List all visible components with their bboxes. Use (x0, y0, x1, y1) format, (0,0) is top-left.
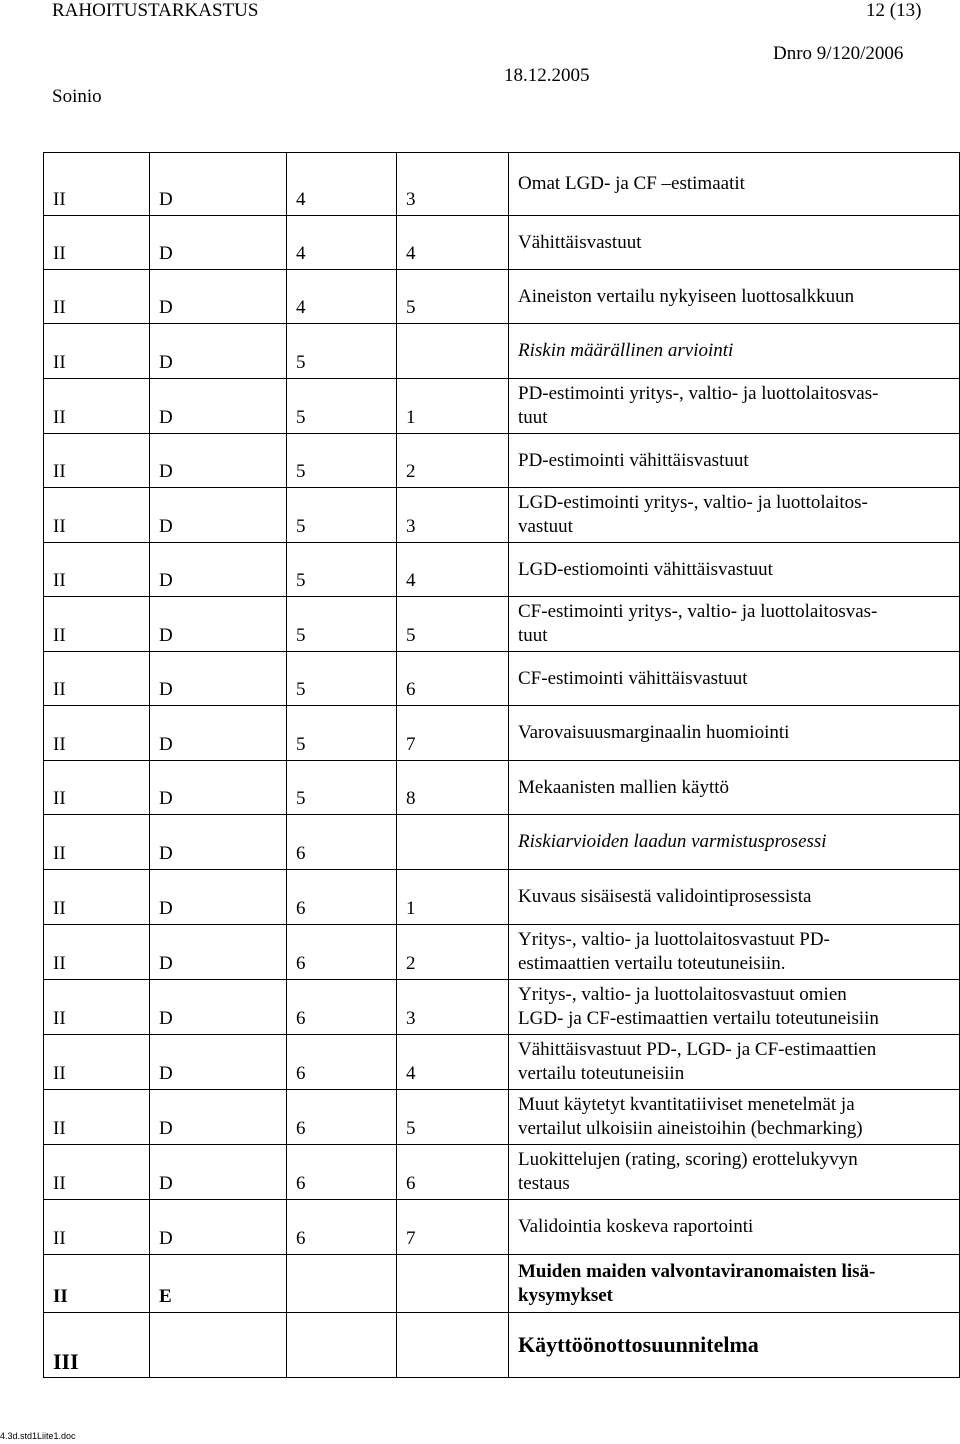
row-code-c3: 5 (287, 434, 397, 488)
row-code-c2: D (150, 1145, 287, 1200)
table-row (44, 1313, 960, 1378)
row-description: Kuvaus sisäisestä validointiprosessista (509, 870, 960, 925)
table-row (44, 761, 960, 815)
row-code-c4: 4 (397, 216, 509, 270)
row-code-c1: II (44, 153, 150, 216)
row-description: PD-estimointi yritys-, valtio- ja luottolaitosvas- tuut (509, 379, 960, 434)
row-code-c1: II (44, 1090, 150, 1145)
table-row (44, 1200, 960, 1255)
row-code-c3: 6 (287, 1035, 397, 1090)
row-code-c2: D (150, 815, 287, 870)
row-code-c2: D (150, 870, 287, 925)
row-description: Vähittäisvastuut (509, 216, 960, 270)
row-code-c1: II (44, 925, 150, 980)
row-code-c3: 5 (287, 488, 397, 543)
row-code-c3: 6 (287, 980, 397, 1035)
row-code-c4: 4 (397, 543, 509, 597)
row-code-c4: 7 (397, 706, 509, 761)
row-description: Validointia koskeva raportointi (509, 1200, 960, 1255)
row-code-c4: 6 (397, 1145, 509, 1200)
row-code-c4: 5 (397, 1090, 509, 1145)
row-code-c2: D (150, 925, 287, 980)
footer-filename: 4.3d.std1Liite1.doc (0, 1431, 76, 1441)
row-description: Riskiarvioiden laadun varmistusprosessi (509, 815, 960, 870)
table-row (44, 1035, 960, 1090)
table-row (44, 1145, 960, 1200)
row-description: Yritys-, valtio- ja luottolaitosvastuut omien LGD- ja CF-estimaattien vertailu toteutuneisiin (509, 980, 960, 1035)
row-code-c2: D (150, 706, 287, 761)
row-code-c4: 2 (397, 434, 509, 488)
row-code-c3: 4 (287, 270, 397, 324)
row-code-c1: II (44, 216, 150, 270)
row-code-c2: D (150, 980, 287, 1035)
row-code-c2: D (150, 324, 287, 379)
table-row (44, 434, 960, 488)
row-description: Luokittelujen (rating, scoring) erottelukyvyn testaus (509, 1145, 960, 1200)
table-row (44, 324, 960, 379)
table-row (44, 543, 960, 597)
row-code-c2: D (150, 153, 287, 216)
row-code-c3: 5 (287, 543, 397, 597)
row-code-c4: 4 (397, 1035, 509, 1090)
row-code-c1: II (44, 434, 150, 488)
row-code-c2: D (150, 761, 287, 815)
row-description: Muiden maiden valvontaviranomaisten lisä- kysymykset (509, 1255, 960, 1313)
row-code-c1: II (44, 379, 150, 434)
row-code-c2: D (150, 270, 287, 324)
row-code-c3: 5 (287, 761, 397, 815)
table-row (44, 706, 960, 761)
row-code-c3: 4 (287, 216, 397, 270)
row-code-c1: II (44, 270, 150, 324)
table-row (44, 379, 960, 434)
row-description: Varovaisuusmarginaalin huomiointi (509, 706, 960, 761)
row-code-c3 (287, 1313, 397, 1378)
row-code-c1: II (44, 1200, 150, 1255)
row-code-c1: III (44, 1313, 150, 1378)
row-code-c2: D (150, 216, 287, 270)
header-author: Soinio (52, 86, 102, 107)
row-code-c1: II (44, 1255, 150, 1313)
row-code-c2: D (150, 1035, 287, 1090)
row-code-c3: 6 (287, 925, 397, 980)
row-code-c4: 1 (397, 870, 509, 925)
row-code-c4: 6 (397, 652, 509, 706)
row-code-c1: II (44, 1035, 150, 1090)
row-description: LGD-estiomointi vähittäisvastuut (509, 543, 960, 597)
row-description: Käyttöönottosuunnitelma (509, 1313, 960, 1378)
row-code-c1: II (44, 815, 150, 870)
row-code-c2: D (150, 652, 287, 706)
row-code-c3: 6 (287, 1090, 397, 1145)
row-description: PD-estimointi vähittäisvastuut (509, 434, 960, 488)
row-description: Aineiston vertailu nykyiseen luottosalkkuun (509, 270, 960, 324)
row-code-c3: 6 (287, 1200, 397, 1255)
row-code-c3: 6 (287, 870, 397, 925)
row-code-c4: 7 (397, 1200, 509, 1255)
header-page-number: 12 (13) (866, 0, 922, 21)
row-description: CF-estimointi vähittäisvastuut (509, 652, 960, 706)
row-code-c4 (397, 1255, 509, 1313)
row-code-c1: II (44, 543, 150, 597)
row-code-c4 (397, 1313, 509, 1378)
table-row (44, 153, 960, 216)
row-code-c3: 5 (287, 652, 397, 706)
row-code-c2: D (150, 1090, 287, 1145)
row-code-c4: 3 (397, 153, 509, 216)
table-row (44, 216, 960, 270)
row-description: Mekaanisten mallien käyttö (509, 761, 960, 815)
table-row (44, 870, 960, 925)
row-code-c3: 5 (287, 597, 397, 652)
row-code-c1: II (44, 706, 150, 761)
header-dnro: Dnro 9/120/2006 (773, 43, 904, 64)
row-code-c4: 8 (397, 761, 509, 815)
row-code-c1: II (44, 324, 150, 379)
row-code-c4: 1 (397, 379, 509, 434)
row-code-c4: 3 (397, 488, 509, 543)
row-code-c1: II (44, 870, 150, 925)
table-row (44, 815, 960, 870)
row-code-c2: D (150, 488, 287, 543)
table-row (44, 488, 960, 543)
row-code-c1: II (44, 597, 150, 652)
row-code-c2: E (150, 1255, 287, 1313)
row-code-c2: D (150, 1200, 287, 1255)
row-code-c3: 5 (287, 379, 397, 434)
table-row (44, 1090, 960, 1145)
table-row (44, 925, 960, 980)
row-code-c3 (287, 1255, 397, 1313)
row-code-c1: II (44, 488, 150, 543)
row-code-c3: 6 (287, 815, 397, 870)
row-code-c4: 3 (397, 980, 509, 1035)
table-row (44, 652, 960, 706)
row-code-c2: D (150, 597, 287, 652)
row-code-c3: 4 (287, 153, 397, 216)
row-code-c1: II (44, 761, 150, 815)
row-code-c4: 5 (397, 270, 509, 324)
header-org: RAHOITUSTARKASTUS (52, 0, 259, 21)
row-code-c3: 6 (287, 1145, 397, 1200)
row-code-c4: 5 (397, 597, 509, 652)
row-code-c3: 5 (287, 324, 397, 379)
row-description: LGD-estimointi yritys-, valtio- ja luottolaitos- vastuut (509, 488, 960, 543)
row-code-c2: D (150, 379, 287, 434)
row-code-c4: 2 (397, 925, 509, 980)
row-description: Vähittäisvastuut PD-, LGD- ja CF-estimaattien vertailu toteutuneisiin (509, 1035, 960, 1090)
row-code-c1: II (44, 652, 150, 706)
row-description: CF-estimointi yritys-, valtio- ja luottolaitosvas- tuut (509, 597, 960, 652)
row-description: Yritys-, valtio- ja luottolaitosvastuut PD- estimaattien vertailu toteutuneisiin. (509, 925, 960, 980)
header-date: 18.12.2005 (504, 65, 590, 86)
table-row (44, 1255, 960, 1313)
row-code-c2: D (150, 434, 287, 488)
row-code-c4 (397, 324, 509, 379)
content-table (43, 152, 960, 1378)
row-code-c2 (150, 1313, 287, 1378)
table-row (44, 270, 960, 324)
row-code-c2: D (150, 543, 287, 597)
row-code-c3: 5 (287, 706, 397, 761)
row-description: Riskin määrällinen arviointi (509, 324, 960, 379)
row-description: Muut käytetyt kvantitatiiviset menetelmät ja vertailut ulkoisiin aineistoihin (bechmarking) (509, 1090, 960, 1145)
row-code-c1: II (44, 980, 150, 1035)
row-code-c4 (397, 815, 509, 870)
row-code-c1: II (44, 1145, 150, 1200)
row-description: Omat LGD- ja CF –estimaatit (509, 153, 960, 216)
table-row (44, 597, 960, 652)
table-row (44, 980, 960, 1035)
